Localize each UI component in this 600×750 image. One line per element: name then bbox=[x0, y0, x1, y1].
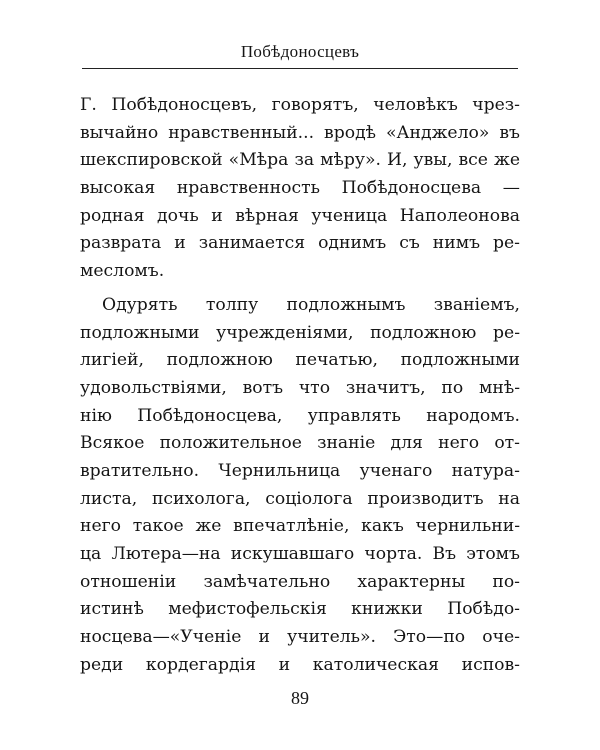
text-line: удовольствіями, вотъ что значитъ, по мнѣ- bbox=[80, 377, 520, 398]
text-line: шекспировской «Мѣра за мѣру». И, увы, все же bbox=[80, 150, 520, 171]
text-line: родная дочь и вѣрная ученица Наполеонова bbox=[80, 205, 520, 226]
paragraph-2 bbox=[80, 292, 520, 680]
page-number: 89 bbox=[291, 688, 309, 708]
paragraph-1 bbox=[80, 92, 520, 286]
text-line: реди кордегардія и католическая испов- bbox=[80, 654, 520, 675]
text-line: Одурять толпу подложнымъ званіемъ, bbox=[102, 294, 520, 315]
text-line: вычайно нравственный... вродѣ «Анджело» въ bbox=[80, 122, 520, 143]
text-line: Г. Побѣдоносцевъ, говорятъ, человѣкъ чрез- bbox=[80, 95, 520, 115]
text-line: нію Побѣдоносцева, управлять народомъ. bbox=[80, 405, 520, 426]
text-line: вратительно. Чернильница ученаго натура- bbox=[80, 460, 520, 481]
text-line: месломъ. bbox=[80, 261, 165, 282]
text-line: него такое же впечатлѣніе, какъ чернильни- bbox=[80, 516, 520, 537]
header-rule bbox=[82, 68, 518, 69]
text-line: листа, психолога, соціолога производитъ на bbox=[80, 488, 520, 509]
text-line: лигіей, подложною печатью, подложными bbox=[80, 350, 520, 371]
text-line: высокая нравственность Побѣдоносцева — bbox=[80, 178, 520, 199]
text-line: разврата и занимается однимъ съ нимъ ре- bbox=[80, 233, 520, 254]
text-line: отношеніи замѣчательно характерны по- bbox=[80, 571, 520, 592]
running-header: Побѣдоносцевъ bbox=[240, 42, 360, 61]
text-line: носцева—«Ученіе и учитель». Это—по оче- bbox=[80, 627, 520, 648]
text-line: истинѣ мефистофельскія книжки Побѣдо- bbox=[80, 599, 520, 620]
text-line: ца Лютера—на искушавшаго чорта. Въ этомъ bbox=[80, 544, 520, 564]
body-text bbox=[80, 92, 520, 679]
text-line: подложными учрежденіями, подложною ре- bbox=[80, 322, 520, 343]
text-line: Всякое положительное знаніе для него от- bbox=[80, 433, 520, 454]
